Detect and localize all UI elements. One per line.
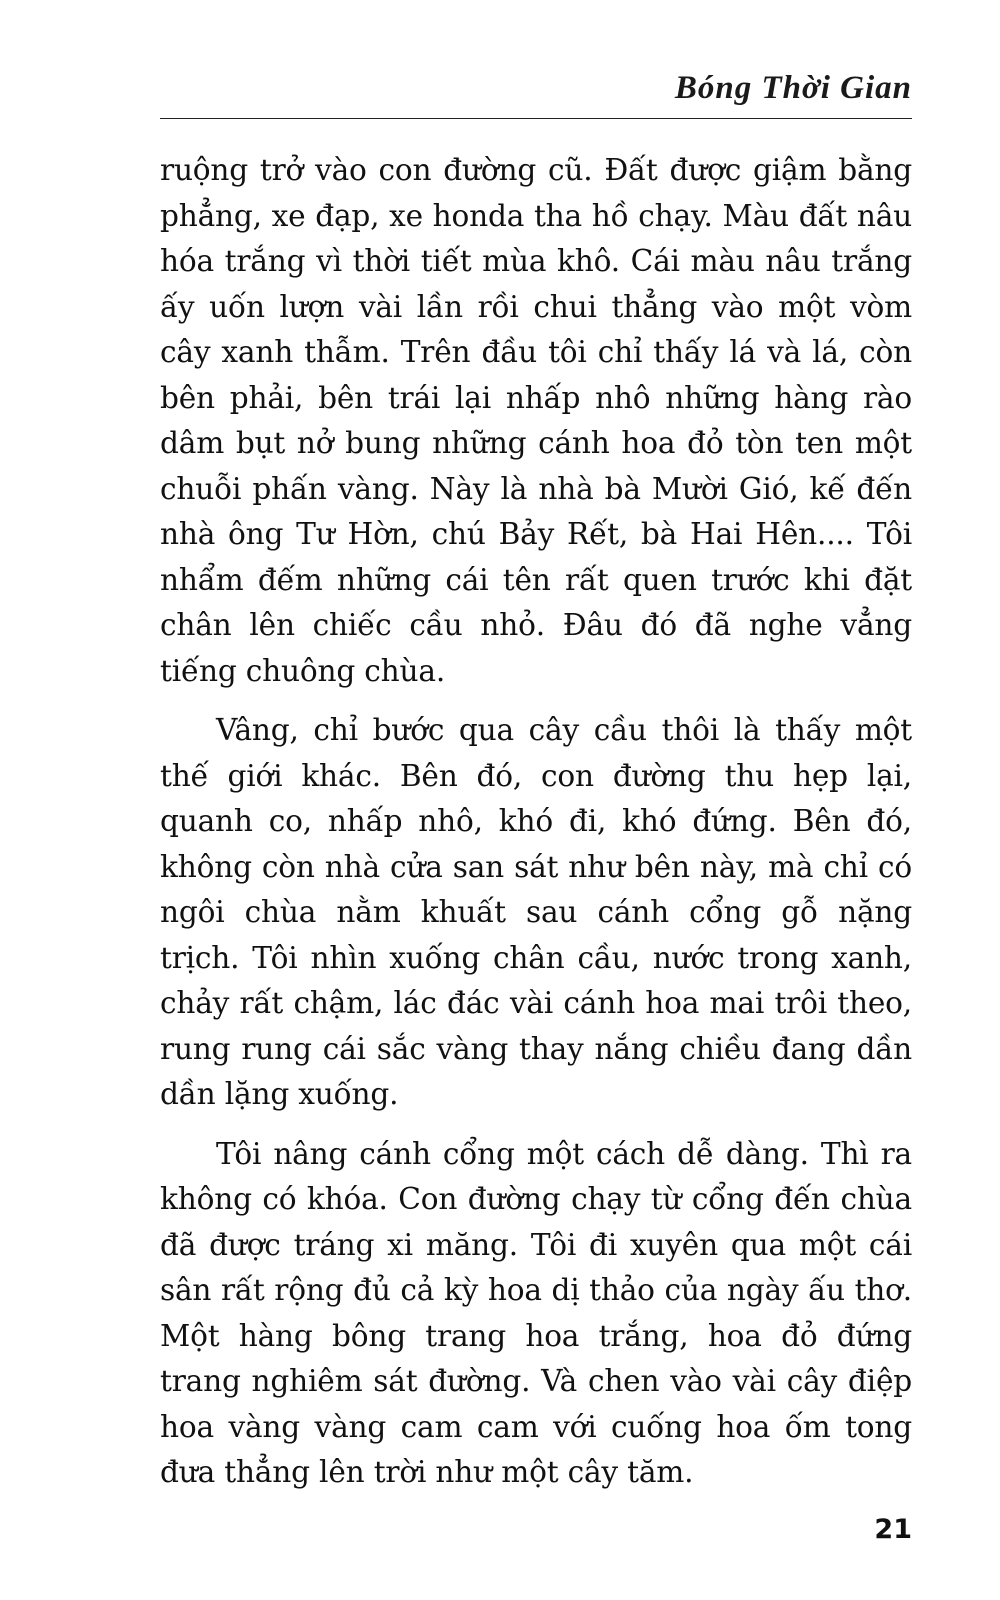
paragraph: Vâng, chỉ bước qua cây cầu thôi là thấy một thế giới khác. Bên đó, con đường thu hẹp lại, quanh co, nhấp nhô, khó đi, khó đứng. Bên đó, không còn nhà cửa san sát như bên này, mà chỉ có ngôi chùa nằm khuất sau cánh cổng gỗ nặng trịch. Tôi nhìn xuống chân cầu, nước trong xanh, chảy rất chậm, lác đác vài cánh hoa mai trôi theo, rung rung cái sắc vàng thay nắng chiều đang dần dần lặng xuống. [160,713,912,1111]
paragraph: Tôi nâng cánh cổng một cách dễ dàng. Thì ra không có khóa. Con đường chạy từ cổng đến chùa đã được tráng xi măng. Tôi đi xuyên qua một cái sân rất rộng đủ cả kỳ hoa dị thảo của ngày ấu thơ. Một hàng bông trang hoa trắng, hoa đỏ đứng trang nghiêm sát đường. Và chen vào vài cây điệp hoa vàng vàng cam cam với cuống hoa ốm tong đưa thẳng lên trời như một cây tăm. [160,1136,912,1489]
page-number: 21 [874,1514,912,1545]
running-header [160,64,912,119]
paragraph-continued: ruộng trở vào con đường cũ. Đất được giậm bằng phẳng, xe đạp, xe honda tha hồ chạy. Màu đất nâu hóa trắng vì thời tiết mùa khô. Cái màu nâu trắng ấy uốn lượn vài lần rồi chui thẳng vào một vòm cây xanh thẫm. Trên đầu tôi chỉ thấy lá và lá, còn bên phải, bên trái lại nhấp nhô những hàng rào dâm bụt nở bung những cánh hoa đỏ tòn ten một chuỗi phấn vàng. Này là nhà bà Mười Gió, kế đến nhà ông Tư Hờn, chú Bảy Rết, bà Hai Hên.... Tôi nhẩm đếm những cái tên rất quen trước khi đặt chân lên chiếc cầu nhỏ. Đâu đó đã nghe vẳng tiếng chuông chùa. [160,153,912,688]
book-title: Bóng Thời Gian [674,70,912,106]
page-body [160,148,912,1510]
